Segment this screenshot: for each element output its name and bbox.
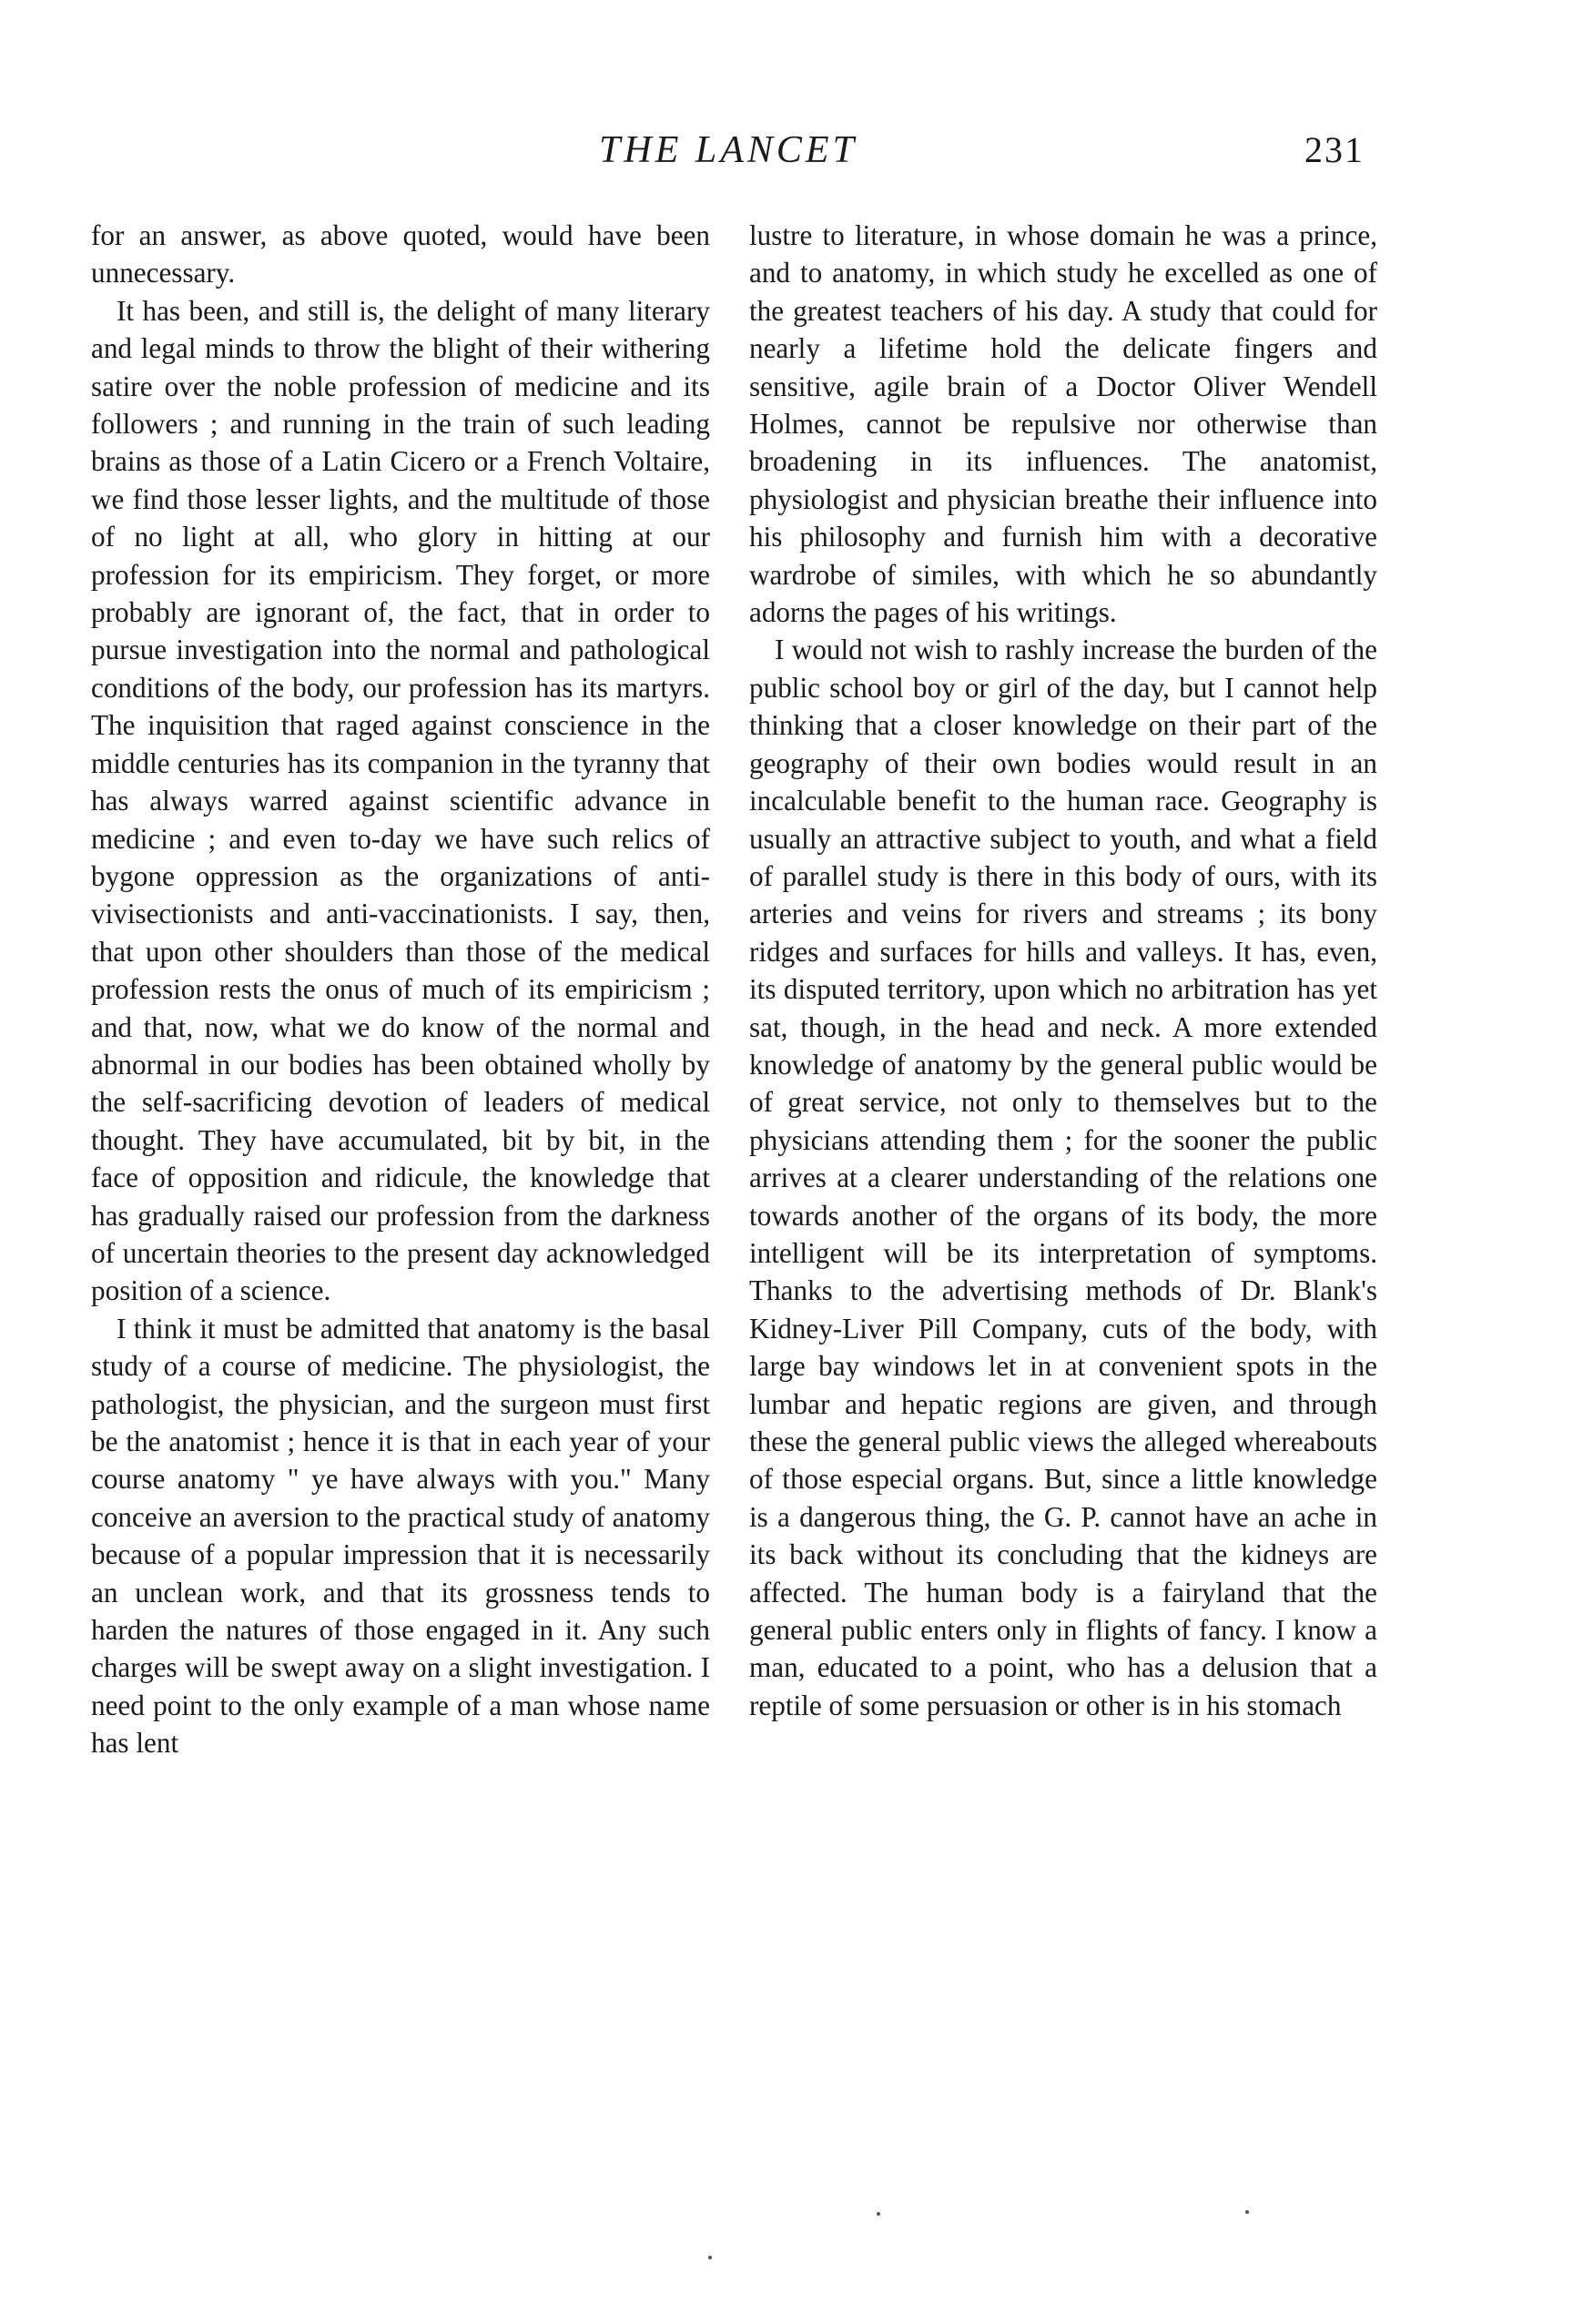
right-column: [749, 217, 1377, 2238]
journal-title: THE LANCET: [599, 129, 857, 171]
left-column: [91, 217, 710, 2238]
running-head: [0, 127, 1583, 173]
paragraph: for an answer, as above quoted, would have been unnecessary.: [91, 219, 710, 289]
page-number: 231: [1304, 129, 1365, 170]
paragraph: lustre to literature, in whose domain he was a prince, and to anatomy, in which study he excelled as one of the greatest teachers of his day. A study that could for nearly a lifetime hold the delicate fingers and sensitive, agile brain of a Doctor Oliver Wendell Holmes, cannot be repulsive nor otherwise than broadening in its influences. The anatomist, physiologist and physician breathe their influence into his philosophy and furnish him with a decorative wardrobe of similes, with which he so abundantly adorns the pages of his writings.: [749, 219, 1377, 629]
paragraph: I think it must be admitted that anatomy is the basal study of a course of medicine. The physiologist, the pathologist, the physician, and the surgeon must first be the anatomist ; hence it is that in each year of your course anatomy " ye have always with you." Many conceive an aversion to the practical study of anatomy because of a popular impression that it is necessarily an unclean work, and that its grossness tends to harden the natures of those engaged in it. Any such charges will be swept away on a slight investigation. I need point to the only example of a man whose name has lent: [91, 1312, 710, 1760]
paragraph: It has been, and still is, the delight of many literary and legal minds to throw the blight of their withering satire over the noble profession of medicine and its followers ; and running in the train of such leading brains as those of a Latin Cicero or a French Voltaire, we find those lesser lights, and the multitude of those of no light at all, who glory in hitting at our profession for its empiricism. They forget, or more probably are ignorant of, the fact, that in order to pursue investigation into the normal and pathological conditions of the body, our profession has its martyrs. The inquisition that raged against conscience in the middle centuries has its companion in the tyranny that has always warred against scientific advance in medicine ; and even to-day we have such relics of bygone oppression as the organizations of anti-vivisectionists and anti-vaccinationists. I say, then, that upon other shoulders than those of the medical profession rests the onus of much of its empiricism ; and that, now, what we do know of the normal and abnormal in our bodies has been obtained wholly by the self-sacrificing devotion of leaders of medical thought. They have accumulated, bit by bit, in the face of opposition and ridicule, the knowledge that has gradually raised our profession from the darkness of uncertain theories to the present day acknowledged position of a science.: [91, 294, 710, 1307]
speck: [708, 2256, 712, 2259]
paragraph: I would not wish to rashly increase the burden of the public school boy or girl of the day, but I cannot help thinking that a closer knowledge on their part of the geography of their own bodies would result in an incalculable benefit to the human race. Geography is usually an attractive subject to youth, and what a field of parallel study is there in this body of ours, with its arteries and veins for rivers and streams ; its bony ridges and surfaces for hills and valleys. It has, even, its disputed territory, upon which no arbitration has yet sat, though, in the head and neck. A more extended knowledge of anatomy by the general public would be of great service, not only to themselves but to the physicians attending them ; for the sooner the public arrives at a clearer understanding of the relations one towards another of the organs of its body, the more intelligent will be its interpretation of symptoms. Thanks to the advertising methods of Dr. Blank's Kidney-Liver Pill Company, cuts of the body, with large bay windows let in at convenient spots in the lumbar and hepatic regions are given, and through these the general public views the alleged whereabouts of those especial organs. But, since a little knowledge is a dangerous thing, the G. P. cannot have an ache in its back without its concluding that the kidneys are affected. The human body is a fairyland that the general public enters only in flights of fancy. I know a man, educated to a point, who has a delusion that a reptile of some persuasion or other is in his stomach: [749, 634, 1377, 1721]
